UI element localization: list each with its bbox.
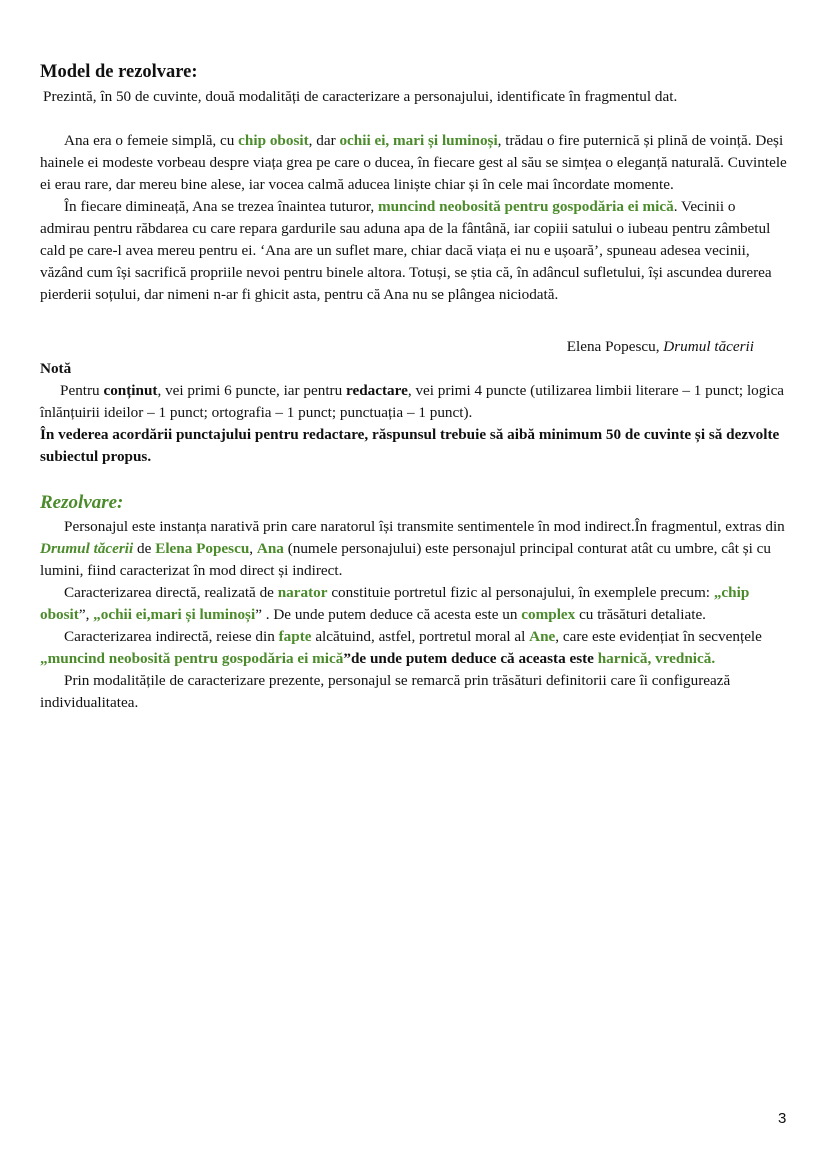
highlighted-text: Ana: [256, 540, 284, 557]
highlighted-text: fapte: [278, 628, 312, 645]
highlighted-text: complex: [521, 606, 576, 623]
text-run: ” . De unde putem deduce că acesta este un: [255, 606, 522, 623]
solution-paragraph: [40, 582, 788, 626]
text-run: Caracterizarea directă, realizată de: [64, 584, 278, 601]
text-run: În fiecare dimineață, Ana se trezea înaintea tuturor,: [64, 198, 378, 215]
task-statement: Prezintă, în 50 de cuvinte, două modalități de caracterizare a personajului, identificate în fragmentul dat.: [43, 88, 678, 105]
highlighted-text: ochii ei, mari și luminoși: [339, 132, 498, 149]
work-title: Drumul tăcerii: [663, 338, 754, 355]
note-heading: Notă: [40, 360, 72, 377]
highlighted-text: Drumul tăcerii: [40, 540, 134, 557]
text-run: , dar: [308, 132, 340, 149]
highlighted-text: muncind neobosită pentru gospodăria ei mică: [377, 198, 674, 215]
solution-paragraph: [40, 670, 788, 714]
document-page: [40, 60, 788, 714]
text-run: ”,: [78, 606, 94, 623]
highlighted-text: conținut: [103, 382, 158, 399]
solution-paragraph: [40, 516, 788, 582]
solution-heading: Rezolvare:: [40, 492, 124, 513]
solution-paragraph: [40, 626, 788, 670]
highlighted-text: ”de unde putem deduce că aceasta este: [343, 650, 598, 667]
text-run: , vei primi 4 puncte (utilizarea limbii literare – 1 punct; logica înlănțuirii ideilor – 1 punct; ortografia – 1 punct; punctuația – 1 punct).: [40, 382, 785, 421]
fragment-paragraph: [40, 130, 788, 196]
text-run: Pentru: [60, 382, 104, 399]
text-run: , trădau o fire puternică și plină de voință. Deși hainele ei modeste vorbeau despre viața grea pe care o ducea, în fiecare gest al său se simțea o eleganță naturală. Cuvintele ei erau rare, dar mereu bine alese, iar vocea calmă aducea liniște chiar și în cele mai încordate momente.: [40, 132, 787, 193]
text-run: , care este evidențiat în secvențele: [555, 628, 762, 645]
highlighted-text: Ane: [529, 628, 556, 645]
highlighted-text: Elena Popescu: [155, 540, 250, 557]
text-run: (numele personajului) este personajul principal conturat atât cu umbre, cât și cu lumini, fiind caracterizat în mod direct și indirect.: [40, 540, 771, 579]
highlighted-text: chip obosit: [238, 132, 309, 149]
text-run: cu trăsături detaliate.: [575, 606, 706, 623]
note-body: [40, 380, 788, 424]
text-run: constituie portretul fizic al personajului, în exemplele precum:: [327, 584, 714, 601]
text-run: . Vecinii o admirau pentru răbdarea cu care repara gardurile sau aduna apa de la fântână, iar copiii satului o iubeau pentru zâmbetul cald pe care-l avea mereu pentru ei. ‘Ana are un suflet mare, chiar dacă viața ei nu e ușoară’, spuneau adesea vecinii, văzând cum își sacrifică propriile nevoi pentru binele altora. Totuși, se știa că, în adâncul sufletului, își ascundea durerea pierderii soțului, dar nimeni n-ar fi ghicit asta, pentru că Ana nu se plângea niciodată.: [40, 198, 772, 303]
text-run: Prin modalitățile de caracterizare prezente, personajul se remarcă prin trăsături definitorii care îi configurează individualitatea.: [40, 672, 731, 711]
highlighted-text: harnică, vrednică.: [597, 650, 716, 667]
attribution: [40, 336, 788, 358]
highlighted-text: „chip obosit: [40, 584, 750, 623]
author-name: Elena Popescu,: [566, 338, 664, 355]
highlighted-text: redactare: [346, 382, 408, 399]
text-run: , vei primi 6 puncte, iar pentru: [157, 382, 346, 399]
fragment-paragraph: [40, 196, 788, 306]
text-run: ,: [249, 540, 257, 557]
note-bold: În vederea acordării punctajului pentru redactare, răspunsul trebuie să aibă minimum 50 de cuvinte și să dezvolte subiectul propus.: [40, 426, 780, 465]
text-run: Personajul este instanța narativă prin care naratorul își transmite sentimentele în mod indirect.În fragmentul, extras din: [64, 518, 785, 535]
text-run: Caracterizarea indirectă, reiese din: [64, 628, 279, 645]
highlighted-text: „muncind neobosită pentru gospodăria ei mică: [40, 650, 344, 667]
text-run: de: [133, 540, 156, 557]
text-run: Ana era o femeie simplă, cu: [64, 132, 239, 149]
highlighted-text: narator: [277, 584, 328, 601]
fragment-text: [40, 130, 788, 306]
page-number: 3: [778, 1110, 787, 1127]
page-title: Model de rezolvare:: [40, 62, 198, 82]
highlighted-text: „ochii ei,mari și luminoși: [93, 606, 256, 623]
text-run: alcătuind, astfel, portretul moral al: [311, 628, 530, 645]
